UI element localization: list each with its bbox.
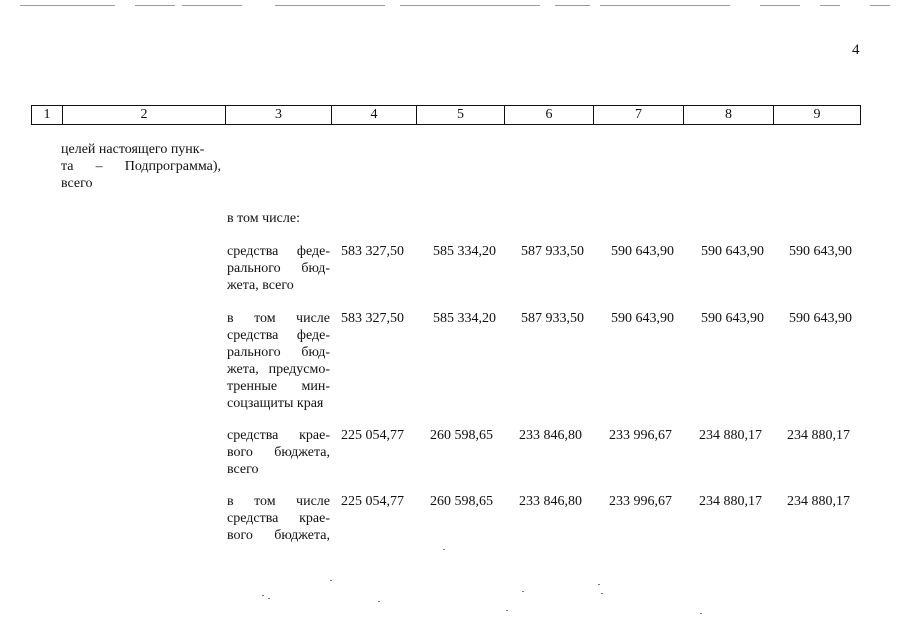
value-cell: 233 996,67: [609, 428, 672, 443]
scan-artifact-top: [0, 0, 905, 20]
row-label-line: жета, предусмо-: [227, 362, 330, 377]
value-cell: 590 643,90: [611, 244, 674, 259]
value-cell: 585 334,20: [433, 244, 496, 259]
value-cell: 260 598,65: [430, 494, 493, 509]
scan-speck: [601, 593, 603, 594]
scan-speck: [700, 613, 702, 614]
row-label-line: жета, всего: [227, 278, 294, 293]
row-label-line: средства феде-: [227, 244, 330, 259]
column-number-header: [31, 105, 861, 125]
row-label-line: всего: [227, 462, 259, 477]
value-cell: 233 846,80: [519, 428, 582, 443]
value-cell: 585 334,20: [433, 311, 496, 326]
row-label-line: в том числе: [227, 311, 330, 326]
program-name-line: целей настоящего пунк-: [61, 142, 205, 157]
value-cell: 260 598,65: [430, 428, 493, 443]
value-cell: 234 880,17: [699, 494, 762, 509]
scan-speck: [522, 591, 524, 592]
value-cell: 233 996,67: [609, 494, 672, 509]
row-label-line: тренные мин-: [227, 379, 330, 394]
value-cell: 583 327,50: [341, 311, 404, 326]
column-number-4: 4: [331, 106, 416, 124]
program-name-word: та: [61, 159, 74, 174]
scan-speck: [262, 595, 264, 596]
value-cell: 233 846,80: [519, 494, 582, 509]
row-label-line: в том числе: [227, 494, 330, 509]
scan-speck: [268, 598, 270, 599]
column-number-6: 6: [504, 106, 593, 124]
column-number-9: 9: [773, 106, 860, 124]
row-label-regional-included: [227, 493, 330, 544]
row-label-line: соцзащиты края: [227, 396, 324, 411]
scan-speck: [378, 601, 380, 602]
value-cell: 583 327,50: [341, 244, 404, 259]
row-label-federal-total: [227, 243, 330, 294]
row-label-line: рального бюд-: [227, 345, 330, 360]
scan-speck: [330, 580, 332, 581]
value-cell: 234 880,17: [787, 428, 850, 443]
value-cell: 590 643,90: [701, 311, 764, 326]
value-cell: 590 643,90: [789, 311, 852, 326]
program-name-cell: [61, 141, 221, 192]
row-label-line: вого бюджета,: [227, 445, 330, 460]
value-cell: 234 880,17: [787, 494, 850, 509]
scan-speck: [598, 584, 600, 585]
scan-speck: [506, 610, 508, 611]
value-cell: 587 933,50: [521, 244, 584, 259]
column-number-8: 8: [683, 106, 773, 124]
program-name-line: всего: [61, 176, 93, 191]
row-label-federal-minsoc: [227, 310, 330, 412]
value-cell: 590 643,90: [789, 244, 852, 259]
program-name-word: –: [95, 159, 103, 174]
value-cell: 590 643,90: [701, 244, 764, 259]
scan-speck: [443, 549, 445, 550]
column-number-7: 7: [593, 106, 683, 124]
program-name-line: [61, 158, 221, 175]
column-number-1: 1: [43, 107, 51, 122]
value-cell: 234 880,17: [699, 428, 762, 443]
value-cell: 225 054,77: [341, 494, 404, 509]
row-label-line: средства феде-: [227, 328, 330, 343]
row-label-regional-total: [227, 427, 330, 478]
column-number-2: 2: [62, 106, 225, 124]
value-cell: 590 643,90: [611, 311, 674, 326]
in-total-label: в том числе:: [227, 211, 300, 226]
page-number: 4: [852, 42, 860, 58]
value-cell: 587 933,50: [521, 311, 584, 326]
value-cell: 225 054,77: [341, 428, 404, 443]
column-number-3: 3: [225, 106, 331, 124]
row-label-line: средства крае-: [227, 428, 330, 443]
row-label-line: вого бюджета,: [227, 528, 330, 543]
row-label-line: рального бюд-: [227, 261, 330, 276]
program-name-word: Подпрограмма),: [124, 159, 221, 174]
row-label-line: средства крае-: [227, 511, 330, 526]
column-number-5: 5: [416, 106, 504, 124]
